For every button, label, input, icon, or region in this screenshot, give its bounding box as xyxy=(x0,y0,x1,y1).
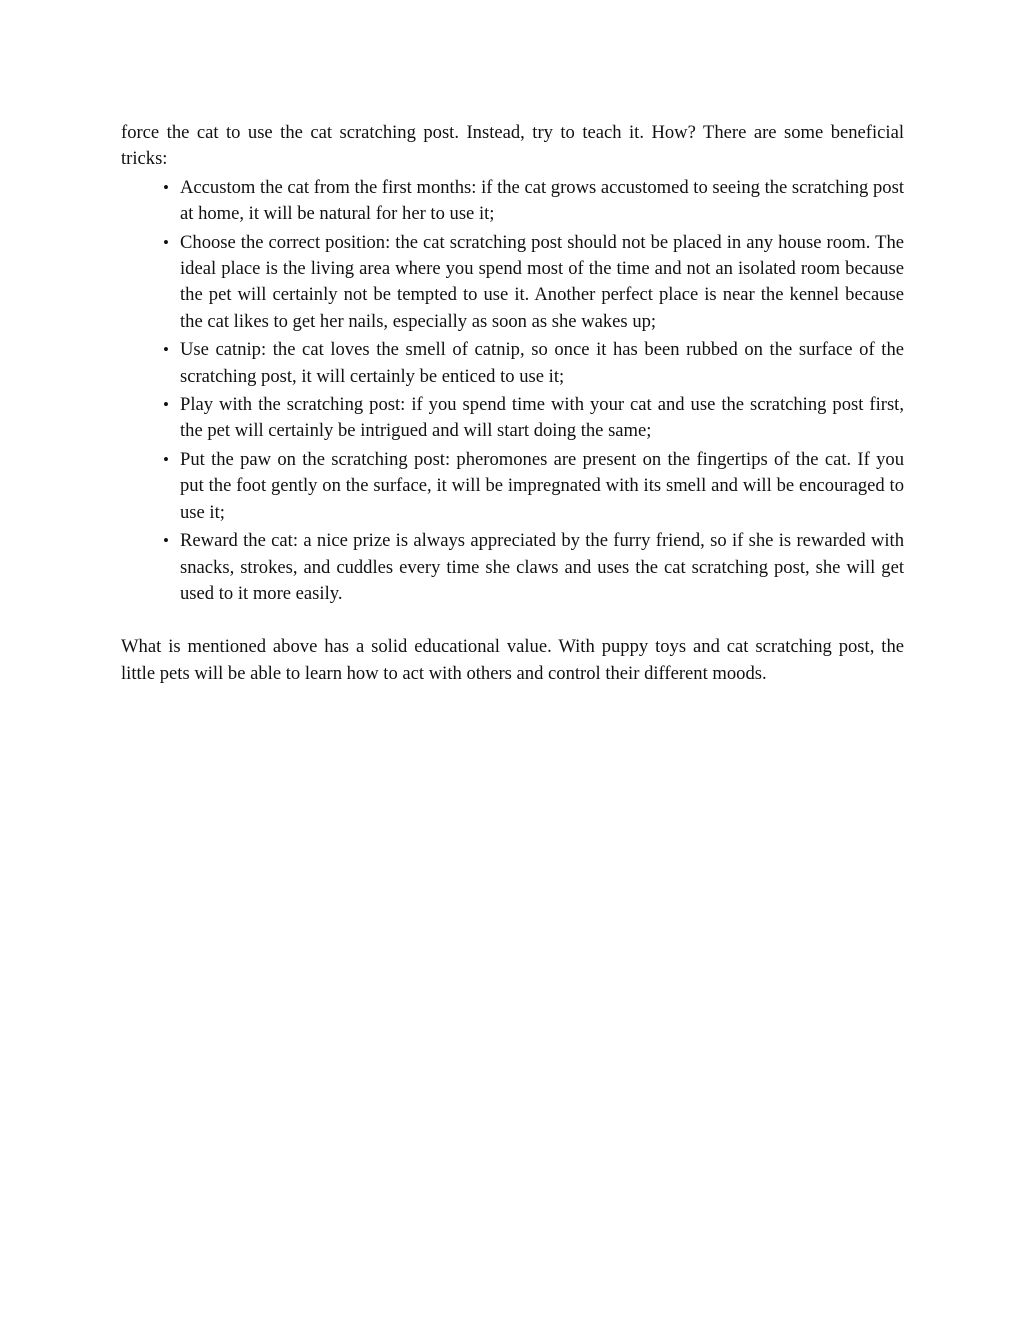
list-item xyxy=(163,528,904,607)
bullet-icon: • xyxy=(163,395,169,415)
list-item-text: Reward the cat: a nice prize is always appreciated by the furry friend, so if she is rewarded with snacks, strokes, and cuddles every time she claws and uses the cat scratching post, she will get used to it more easily. xyxy=(180,530,904,604)
list-item xyxy=(163,392,904,445)
list-item-text: Accustom the cat from the first months: if the cat grows accustomed to seeing the scratching post at home, it will be natural for her to use it; xyxy=(180,176,904,225)
bullet-icon: • xyxy=(163,449,169,469)
closing-paragraph: What is mentioned above has a solid educational value. With puppy toys and cat scratching post, the little pets will be able to learn how to act with others and control their different moods. xyxy=(121,636,904,684)
tricks-list xyxy=(121,175,904,608)
list-item-text: Play with the scratching post: if you spend time with your cat and use the scratching post first, the pet will certainly be intrigued and will start doing the same; xyxy=(180,394,904,442)
list-item xyxy=(163,175,904,228)
bullet-icon: • xyxy=(163,531,169,551)
list-item xyxy=(163,337,904,390)
list-item-text: Use catnip: the cat loves the smell of catnip, so once it has been rubbed on the surface of the scratching post, it will certainly be enticed to use it; xyxy=(180,339,904,387)
list-item xyxy=(163,230,904,336)
bullet-icon: • xyxy=(163,232,169,252)
document-page xyxy=(121,120,904,687)
list-item xyxy=(163,447,904,526)
bullet-icon: • xyxy=(163,340,169,360)
intro-paragraph: force the cat to use the cat scratching post. Instead, try to teach it. How? There are some beneficial tricks: xyxy=(121,122,904,170)
bullet-icon: • xyxy=(163,177,169,197)
list-item-text: Put the paw on the scratching post: pheromones are present on the fingertips of the cat. If you put the foot gently on the surface, it will be impregnated with its smell and will be encouraged to use it; xyxy=(180,448,904,523)
list-item-text: Choose the correct position: the cat scratching post should not be placed in any house room. The ideal place is the living area where you spend most of the time and not an isolated room because the pet will certainly not be tempted to use it. Another perfect place is near the kennel because the cat likes to get her nails, especially as soon as she wakes up; xyxy=(180,231,904,332)
